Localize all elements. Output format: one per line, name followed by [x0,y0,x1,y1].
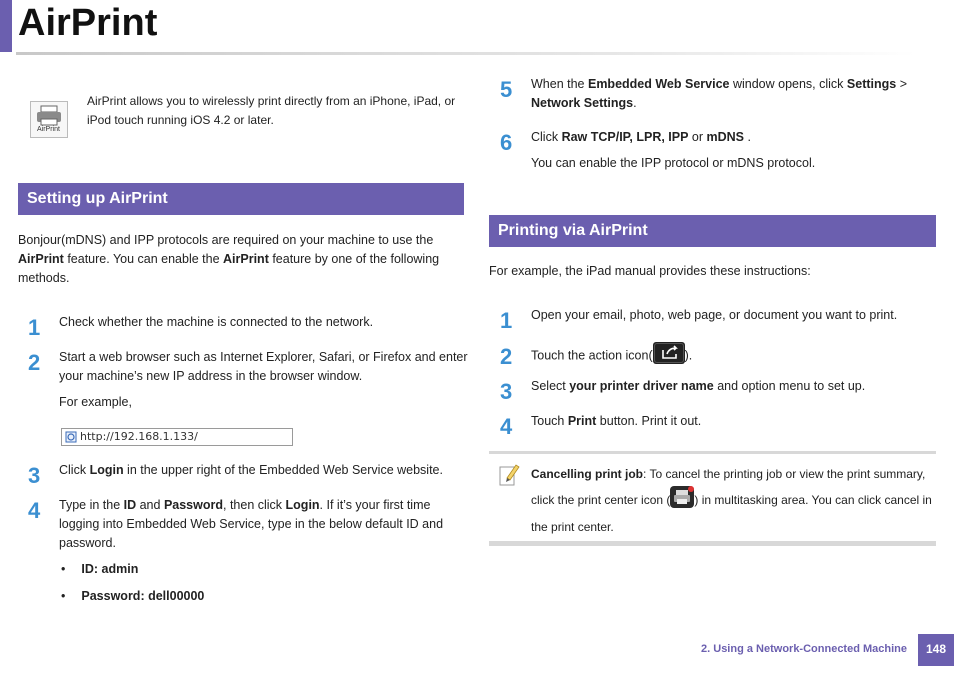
footer-chapter: 2. Using a Network-Connected Machine [701,643,907,655]
step-text: Touch the action icon( ). [531,342,692,370]
step-number: 3 [28,463,41,488]
step-subtext: You can enable the IPP protocol or mDNS protocol. [531,156,816,170]
airprint-icon [30,101,68,138]
airprint-icon-label: AirPrint [37,126,60,133]
step-number: 5 [500,77,513,102]
step-number: 6 [500,130,513,155]
step-text: Touch Print button. Print it out. [531,414,702,428]
step-text: Click Raw TCP/IP, LPR, IPP or mDNS . [531,130,751,144]
step-text: Select your printer driver name and option menu to set up. [531,379,866,393]
printing-intro: For example, the iPad manual provides these instructions: [489,264,811,278]
setup-paragraph: Bonjour(mDNS) and IPP protocols are required on your machine to use the AirPrint feature. You can enable the AirPrint feature by one of the following methods. [18,233,440,285]
url-text: http://192.168.1.133/ [80,430,198,443]
step-number: 2 [28,350,41,375]
step-number: 1 [500,308,513,333]
bullet-item: • ID: admin [61,562,139,576]
header-rule [16,52,916,55]
step-number: 4 [500,414,513,439]
section-heading-printing: Printing via AirPrint [489,215,936,247]
note-pencil-icon [497,462,521,493]
step-text: Start a web browser such as Internet Explorer, Safari, or Firefox and enter your machine’s new IP address in the browser window. [59,350,468,383]
note-text: Cancelling print job: To cancel the printing job or view the print summary, click the print center icon ( ) in multitasking area. You can click cancel in the print center. [531,467,932,534]
step-text: When the Embedded Web Service window opens, click Settings > Network Settings. [531,77,907,110]
step-text: Check whether the machine is connected to the network. [59,315,374,329]
for-example-text: For example, [59,395,132,409]
step-number: 3 [500,379,513,404]
note-bottom-rule [489,541,936,546]
bullet-item: • Password: dell00000 [61,589,205,603]
step-number: 1 [28,315,41,340]
note-top-rule [489,451,936,454]
step-text: Type in the ID and Password, then click Login. If it’s your first time logging into Embedded Web Service, type in the below default ID and password. [59,498,444,550]
ie-page-icon [65,431,77,443]
section-heading-setup: Setting up AirPrint [18,183,464,215]
step-number: 4 [28,498,41,523]
step-text: Open your email, photo, web page, or document you want to print. [531,308,898,322]
step-number: 2 [500,344,513,369]
print-center-icon [670,486,694,516]
browser-address-bar [61,428,293,446]
page-number: 148 [918,634,954,666]
title-accent-bar [0,0,12,52]
step-text: Click Login in the upper right of the Embedded Web Service website. [59,463,443,477]
page-title: AirPrint [18,2,158,44]
share-action-icon [653,342,685,370]
intro-text: AirPrint allows you to wirelessly print directly from an iPhone, iPad, or iPod touch running iOS 4.2 or later. [87,94,456,127]
